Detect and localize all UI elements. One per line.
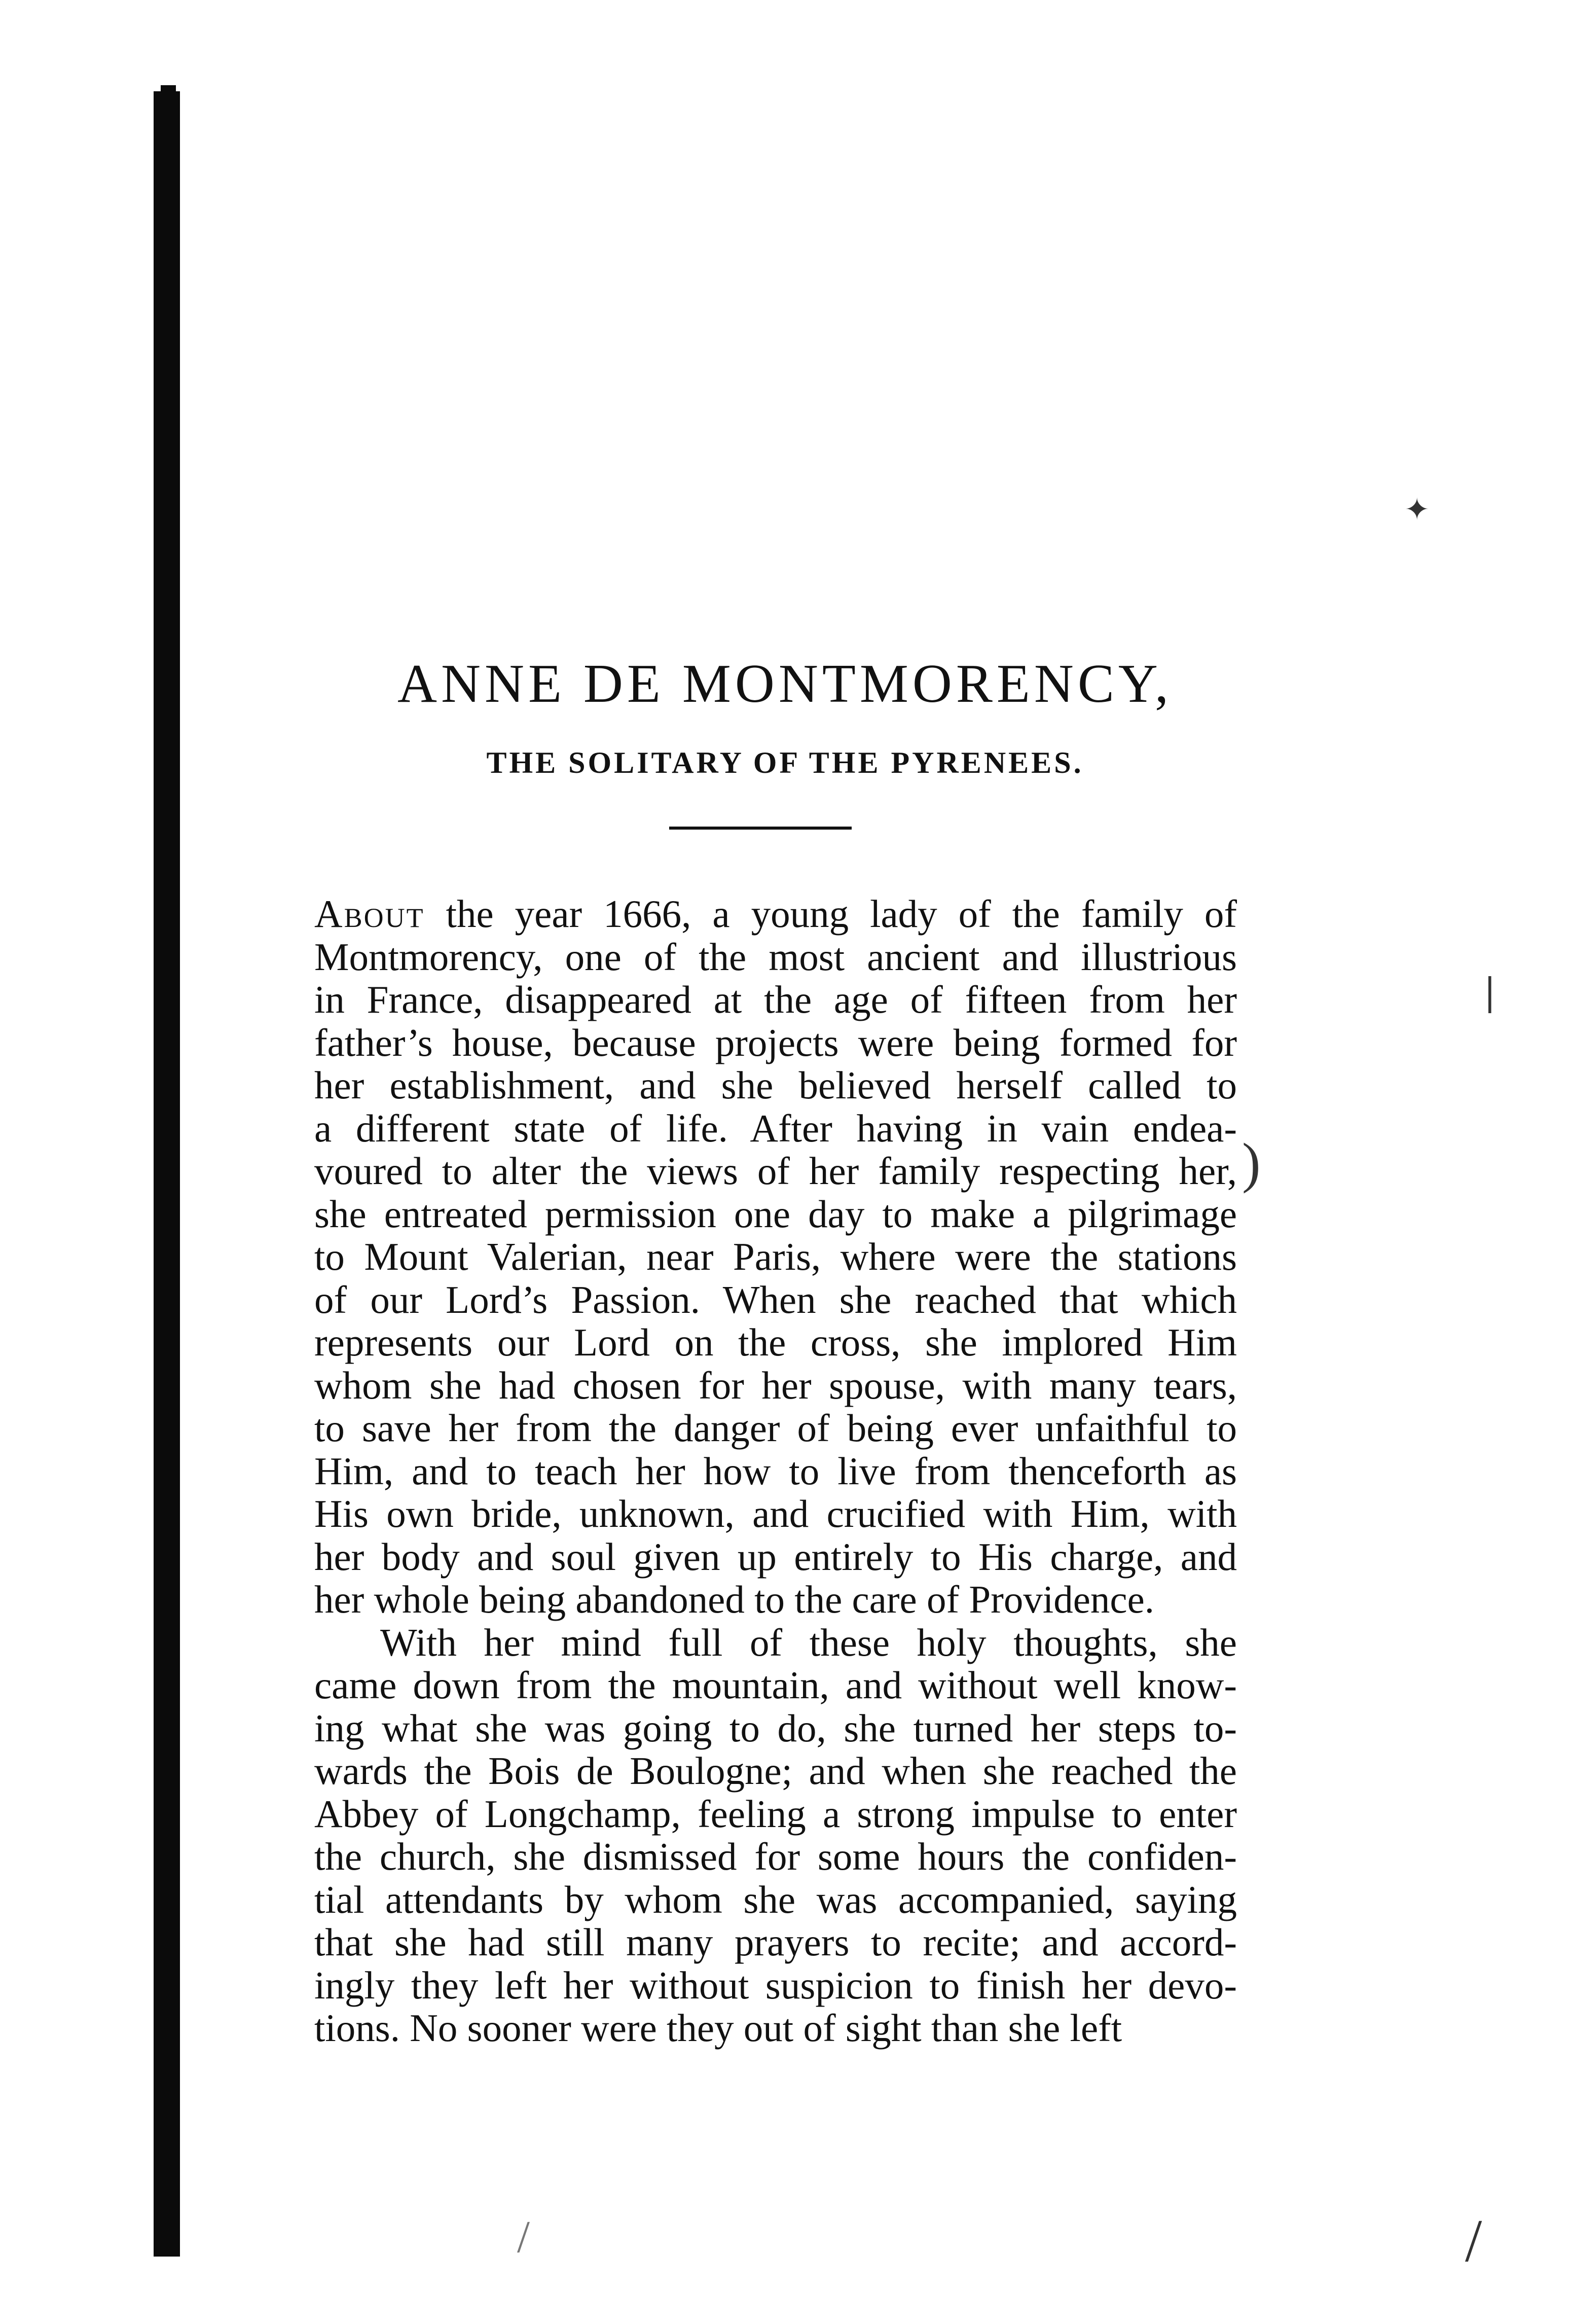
line-text: wards the Bois de Boulogne; and when she reached the (314, 1749, 1237, 1793)
line-text: she entreated permission one day to make a pilgrimage (314, 1192, 1237, 1236)
line-text: the church, she dismissed for some hours the confiden- (314, 1835, 1237, 1878)
text-line (314, 1021, 1237, 1064)
margin-bar-mark: | (1485, 969, 1494, 1014)
line-text: Him, and to teach her how to live from thenceforth as (314, 1449, 1237, 1493)
page-title: ANNE DE MONTMORENCY, (397, 654, 1173, 714)
margin-bracket-mark: ) (1242, 1132, 1261, 1194)
text-line (314, 1707, 1237, 1750)
text-line (314, 1235, 1237, 1278)
line-text: her body and soul given up entirely to His charge, and (314, 1534, 1237, 1579)
page-subtitle: THE SOLITARY OF THE PYRENEES. (486, 745, 1084, 779)
line-text: to Mount Valerian, near Paris, where were the stations (314, 1235, 1237, 1278)
text-line (314, 1407, 1237, 1450)
text-line (314, 1578, 1237, 1621)
text-line (314, 1664, 1237, 1707)
text-line (314, 1450, 1237, 1493)
line-text: came down from the mountain, and without well know- (314, 1663, 1237, 1707)
line-text: to save her from the danger of being ever unfaithful to (314, 1406, 1237, 1450)
text-line (314, 1193, 1237, 1236)
line-text: tial attendants by whom she was accompanied, saying (314, 1877, 1237, 1921)
margin-slash-mark: / (1465, 2207, 1482, 2274)
line-text: His own bride, unknown, and crucified with Him, with (314, 1492, 1237, 1535)
line-text: that she had still many prayers to recite; and accord- (314, 1920, 1237, 1964)
line-text: father’s house, because projects were being formed for (314, 1020, 1237, 1064)
text-line (314, 1364, 1237, 1407)
text-line (314, 1064, 1237, 1107)
text-line (314, 1835, 1237, 1878)
line-text: whom she had chosen for her spouse, with many tears, (314, 1363, 1237, 1407)
line-text: represents our Lord on the cross, she implored Him (314, 1320, 1237, 1364)
line-text: of our Lord’s Passion. When she reached that which (314, 1277, 1237, 1321)
text-line (314, 1921, 1237, 1964)
line-text: her whole being abandoned to the care of Providence. (314, 1578, 1155, 1621)
line-text: her establishment, and she believed herself called to (314, 1063, 1237, 1107)
text-line (314, 1793, 1237, 1836)
body-text (314, 892, 1237, 2050)
text-line (314, 1107, 1237, 1150)
line-text: in France, disappeared at the age of fifteen from her (314, 978, 1237, 1021)
text-line (314, 1878, 1237, 1921)
line-text: tions. No sooner were they out of sight than she left (314, 2006, 1122, 2050)
text-line (314, 2007, 1237, 2050)
drop-lead-word: About (314, 892, 425, 936)
text-line (314, 978, 1237, 1021)
text-line (314, 1278, 1237, 1321)
line-text: With her mind full of these holy thoughts, she (380, 1620, 1237, 1664)
margin-slash-mark-2: / (517, 2212, 530, 2262)
text-line (314, 1964, 1237, 2007)
text-line (314, 936, 1237, 979)
line-text: Abbey of Longchamp, feeling a strong impulse to enter (314, 1792, 1237, 1836)
text-line (314, 1321, 1237, 1364)
line-text: ing what she was going to do, she turned her steps to- (314, 1706, 1237, 1750)
text-line (314, 1749, 1237, 1793)
binding-edge (154, 91, 180, 2257)
line-text: a different state of life. After having in vain endea- (314, 1106, 1237, 1150)
text-line (314, 1492, 1237, 1535)
text-line (314, 892, 1237, 936)
title-divider (669, 827, 852, 830)
text-line (314, 1621, 1237, 1664)
text-line (314, 1150, 1237, 1193)
text-line (314, 1535, 1237, 1579)
line-text: Montmorency, one of the most ancient and illustrious (314, 935, 1237, 979)
margin-speck-mark: ✦ (1404, 493, 1430, 526)
line-text: the year 1666, a young lady of the family of (424, 892, 1237, 936)
line-text: voured to alter the views of her family respecting her, (314, 1149, 1237, 1193)
line-text: ingly they left her without suspicion to finish her devo- (314, 1963, 1237, 2007)
